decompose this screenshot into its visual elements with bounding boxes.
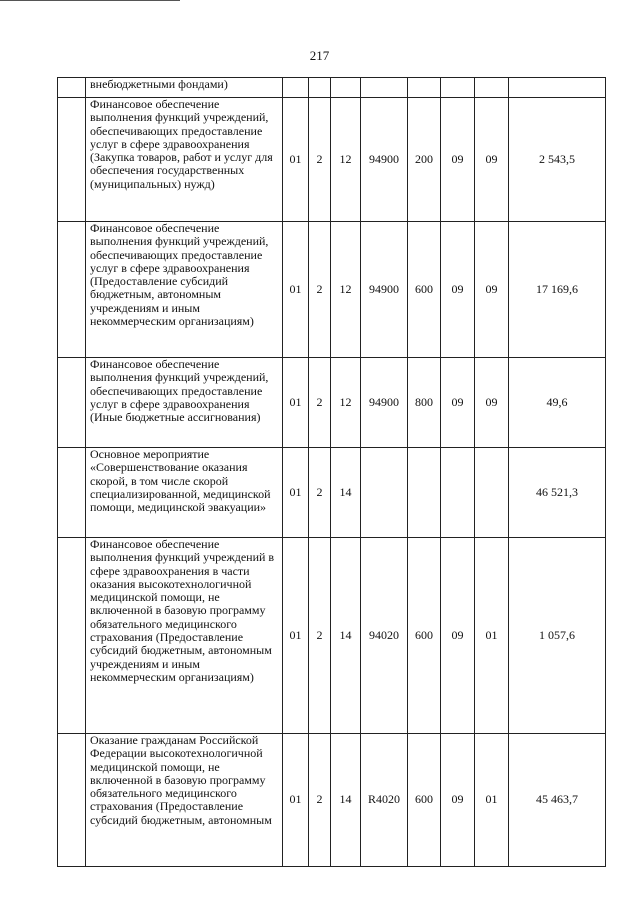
row-amount: 2 543,5 <box>509 98 606 222</box>
row-subsection: 01 <box>475 538 509 734</box>
row-amount: 17 169,6 <box>509 222 606 358</box>
row-number-cell <box>58 78 86 98</box>
row-code-1: 01 <box>283 358 309 448</box>
row-target-code: 94900 <box>361 222 408 358</box>
row-expense-type <box>408 448 441 538</box>
row-description: внебюджетными фондами) <box>86 78 283 98</box>
row-subsection <box>475 78 509 98</box>
row-code-2: 2 <box>309 98 331 222</box>
row-code-1: 01 <box>283 98 309 222</box>
top-rule <box>0 0 180 1</box>
row-description: Финансовое обеспечение выполнения функций учреждений, обеспечивающих предоставление услуг в сфере здравоохранения (Закупка товаров, работ и услуг для обеспечения государственных (муниципальных) нужд) <box>86 98 283 222</box>
row-amount: 45 463,7 <box>509 734 606 867</box>
row-section: 09 <box>441 734 475 867</box>
row-code-2: 2 <box>309 222 331 358</box>
row-code-3: 12 <box>331 222 361 358</box>
row-number-cell <box>58 734 86 867</box>
row-amount: 49,6 <box>509 358 606 448</box>
row-number-cell <box>58 448 86 538</box>
row-target-code: 94900 <box>361 98 408 222</box>
row-subsection: 09 <box>475 358 509 448</box>
row-number-cell <box>58 358 86 448</box>
row-code-3 <box>331 78 361 98</box>
row-description: Финансовое обеспечение выполнения функций учреждений, обеспечивающих предоставление услуг в сфере здравоохранения (Предоставление субсидий бюджетным, автономным учреждениям и иным некоммерческим организациям) <box>86 222 283 358</box>
row-number-cell <box>58 538 86 734</box>
row-code-2: 2 <box>309 734 331 867</box>
row-code-1: 01 <box>283 734 309 867</box>
row-code-1: 01 <box>283 448 309 538</box>
table-row <box>58 78 606 98</box>
row-amount: 46 521,3 <box>509 448 606 538</box>
row-description: Оказание гражданам Российской Федерации высокотехнологичной медицинской помощи, не включенной в базовую программу обязательного медицинского страхования (Предоставление субсидий бюджетным, автономным <box>86 734 283 867</box>
row-section: 09 <box>441 222 475 358</box>
row-code-3: 14 <box>331 538 361 734</box>
row-code-1: 01 <box>283 222 309 358</box>
row-code-1: 01 <box>283 538 309 734</box>
row-section: 09 <box>441 98 475 222</box>
row-target-code: 94020 <box>361 538 408 734</box>
row-section: 09 <box>441 538 475 734</box>
row-code-2: 2 <box>309 448 331 538</box>
row-section <box>441 78 475 98</box>
row-amount <box>509 78 606 98</box>
table-row <box>58 734 606 867</box>
table-row <box>58 448 606 538</box>
row-expense-type <box>408 78 441 98</box>
row-target-code <box>361 78 408 98</box>
row-description: Финансовое обеспечение выполнения функций учреждений, обеспечивающих предоставление услуг в сфере здравоохранения (Иные бюджетные ассигнования) <box>86 358 283 448</box>
row-code-3: 12 <box>331 98 361 222</box>
row-code-3: 14 <box>331 448 361 538</box>
row-expense-type: 600 <box>408 538 441 734</box>
row-section: 09 <box>441 358 475 448</box>
row-subsection: 01 <box>475 734 509 867</box>
row-code-2: 2 <box>309 358 331 448</box>
row-code-3: 14 <box>331 734 361 867</box>
row-description: Основное мероприятие «Совершенствование оказания скорой, в том числе скорой специализированной, медицинской помощи, медицинской эвакуации» <box>86 448 283 538</box>
row-subsection <box>475 448 509 538</box>
row-target-code: 94900 <box>361 358 408 448</box>
table-row <box>58 538 606 734</box>
row-target-code: R4020 <box>361 734 408 867</box>
row-target-code <box>361 448 408 538</box>
row-number-cell <box>58 222 86 358</box>
row-code-3: 12 <box>331 358 361 448</box>
table-row <box>58 222 606 358</box>
row-subsection: 09 <box>475 222 509 358</box>
row-amount: 1 057,6 <box>509 538 606 734</box>
budget-table <box>57 77 606 867</box>
row-expense-type: 200 <box>408 98 441 222</box>
row-expense-type: 600 <box>408 734 441 867</box>
page-number: 217 <box>309 48 330 63</box>
row-expense-type: 600 <box>408 222 441 358</box>
row-code-1 <box>283 78 309 98</box>
row-section <box>441 448 475 538</box>
row-code-2 <box>309 78 331 98</box>
table-row <box>58 358 606 448</box>
row-subsection: 09 <box>475 98 509 222</box>
row-number-cell <box>58 98 86 222</box>
row-code-2: 2 <box>309 538 331 734</box>
table-row <box>58 98 606 222</box>
row-expense-type: 800 <box>408 358 441 448</box>
row-description: Финансовое обеспечение выполнения функций учреждений в сфере здравоохранения в части оказания высокотехнологичной медицинской помощи, не включенной в базовую программу обязательного медицинского страхования (Предоставление субсидий бюджетным, автономным учреждениям и иным некоммерческим организациям) <box>86 538 283 734</box>
